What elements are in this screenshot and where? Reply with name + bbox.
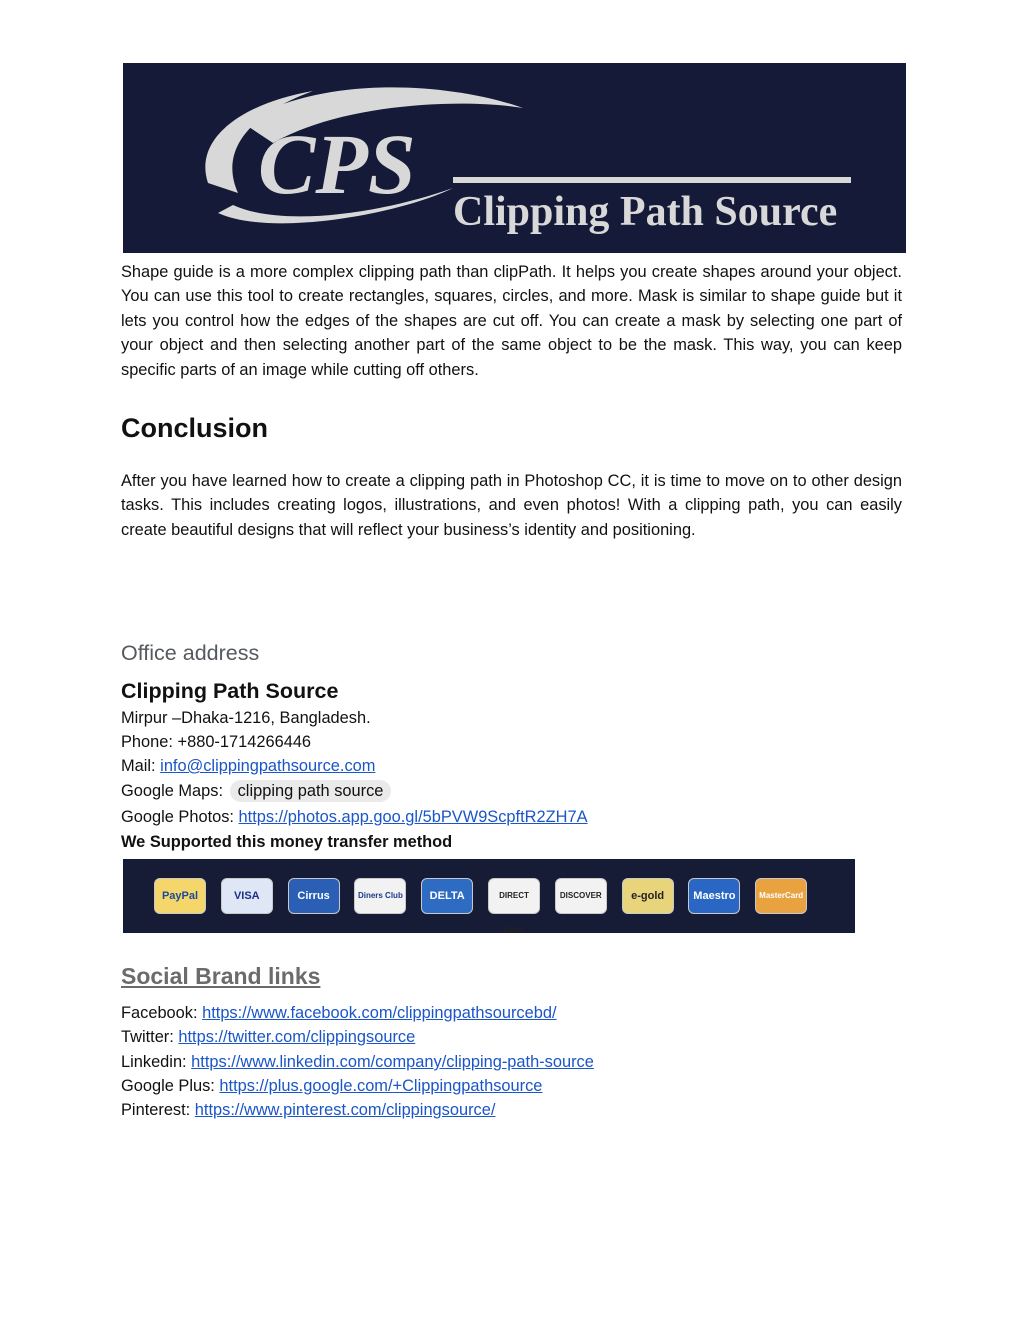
conclusion-paragraph: After you have learned how to create a clipping path in Photoshop CC, it is time to move on to other design tasks. This includes creating logos, illustrations, and even photos! With a clipping path, you can easily create beautiful designs that will reflect your business’s identity and positioning.: [121, 472, 902, 539]
twitter-line: [121, 1026, 415, 1048]
twitter-link[interactable]: https://twitter.com/clippingsource: [178, 1028, 416, 1046]
payment-card-label: DELTA: [429, 890, 465, 902]
payment-card-visa: [221, 878, 273, 914]
maps-line: [121, 780, 391, 802]
conclusion-heading: Conclusion: [121, 413, 268, 443]
payment-card-paypal: [154, 878, 206, 914]
social-links-title[interactable]: Social Brand links: [121, 963, 321, 989]
phone-line: [121, 731, 311, 753]
payment-card-discover: [555, 878, 607, 914]
office-address-title: Office address: [121, 641, 260, 665]
payment-card-cirrus: [288, 878, 340, 914]
payment-card-label: MasterCard: [759, 891, 804, 900]
pinterest-link[interactable]: https://www.pinterest.com/clippingsource/: [194, 1101, 496, 1119]
payment-card-label: DIRECT Debit: [499, 891, 529, 934]
linkedin-link[interactable]: https://www.linkedin.com/company/clipping-path-source: [191, 1053, 594, 1071]
facebook-link[interactable]: https://www.facebook.com/clippingpathsourcebd/: [202, 1004, 557, 1022]
payment-card-label: PayPal: [161, 890, 199, 902]
photos-line: [121, 806, 588, 828]
payment-card-label: Diners Club: [357, 891, 403, 900]
facebook-line: [121, 1002, 557, 1024]
payment-card-direct-debit: [488, 878, 540, 934]
pinterest-label: Pinterest:: [121, 1101, 195, 1119]
payment-card-label: DISCOVER: [559, 891, 602, 900]
google-plus-line: [121, 1075, 542, 1097]
address-line: Mirpur –Dhaka-1216, Bangladesh.: [121, 709, 371, 727]
paragraph-shape-guide: Shape guide is a more complex clipping path than clipPath. It helps you create shapes around your object. You can use this tool to create rectangles, squares, circles, and more. Mask is similar to shape guide but it lets you control how the edges of the shapes are cut off. You can create a mask by selecting one part of your object and then selecting another part of the same object to be the mask. This way, you can keep specific parts of an image while cutting off others.: [121, 263, 902, 379]
google-plus-label: Google Plus:: [121, 1077, 220, 1095]
payment-card-diners-club: [354, 878, 406, 914]
linkedin-line: [121, 1051, 594, 1073]
company-name: Clipping Path Source: [121, 679, 339, 703]
payment-card-mastercard: [755, 878, 807, 914]
payment-card-e-gold: [622, 878, 674, 914]
payment-card-label: VISA: [233, 890, 260, 902]
maps-label: Google Maps:: [121, 782, 228, 800]
phone-number: +880-1714266446: [177, 733, 312, 751]
payment-card-label: Maestro: [693, 890, 736, 902]
mail-line: [121, 755, 375, 777]
banner-brand-text: Clipping Path Source: [453, 189, 838, 235]
banner-graphic: [123, 63, 906, 253]
money-transfer-label: We Supported this money transfer method: [121, 833, 453, 851]
linkedin-label: Linkedin:: [121, 1053, 192, 1071]
payment-card-maestro: [688, 878, 740, 914]
twitter-label: Twitter:: [121, 1028, 179, 1046]
photos-label: Google Photos:: [121, 808, 239, 826]
payment-card-label: e-gold: [631, 890, 665, 902]
facebook-label: Facebook:: [121, 1004, 203, 1022]
phone-label: Phone:: [121, 733, 178, 751]
payment-methods-strip: [123, 859, 855, 933]
brand-banner: [123, 63, 906, 253]
maps-place-chip[interactable]: clipping path source: [230, 780, 392, 802]
banner-logo-text: CPS: [258, 116, 416, 212]
mail-label: Mail:: [121, 757, 161, 775]
payment-card-label: Cirrus: [297, 890, 330, 902]
mail-link[interactable]: info@clippingpathsource.com: [160, 757, 376, 775]
google-plus-link[interactable]: https://plus.google.com/+Clippingpathsource: [219, 1077, 543, 1095]
pinterest-line: [121, 1099, 495, 1121]
photos-link[interactable]: https://photos.app.goo.gl/5bPVW9ScpftR2ZH7A: [238, 808, 588, 826]
payment-card-delta: [421, 878, 473, 914]
